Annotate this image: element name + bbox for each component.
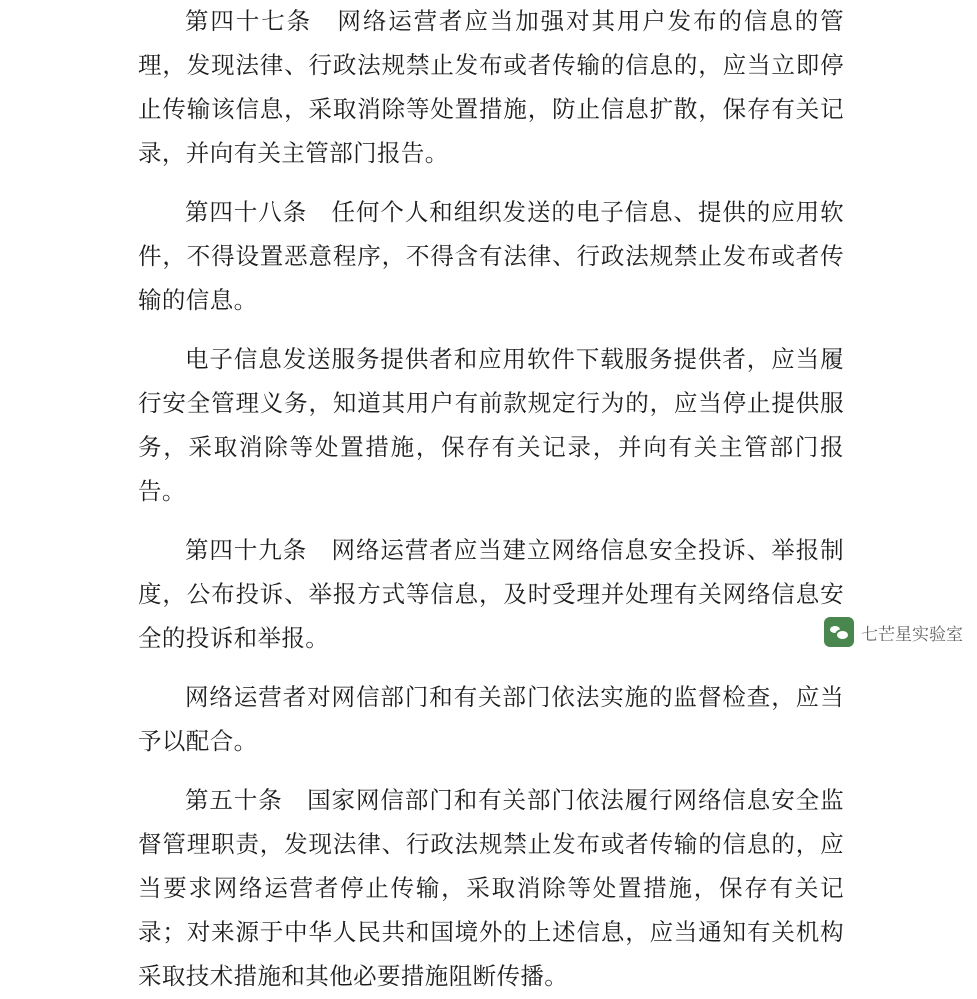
paragraph-article-49-continued: 网络运营者对网信部门和有关部门依法实施的监督检查，应当予以配合。	[138, 685, 844, 755]
star-leaf-logo-icon	[824, 617, 854, 647]
paragraph-article-49: 第四十九条 网络运营者应当建立网络信息安全投诉、举报制度，公布投诉、举报方式等信息，及时受理并处理有关网络信息安全的投诉和举报。	[138, 538, 844, 652]
watermark-label: 七芒星实验室	[861, 624, 963, 644]
paragraph-article-50: 第五十条 国家网信部门和有关部门依法履行网络信息安全监督管理职责，发现法律、行政法规禁止发布或者传输的信息的，应当要求网络运营者停止传输，采取消除等处置措施，保存有关记录；对来源于中华人民共和国境外的上述信息，应当通知有关机构采取技术措施和其他必要措施阻断传播。	[138, 788, 844, 990]
watermark	[824, 617, 963, 647]
paragraph-article-47: 第四十七条 网络运营者应当加强对其用户发布的信息的管理，发现法律、行政法规禁止发布或者传输的信息的，应当立即停止传输该信息，采取消除等处置措施，防止信息扩散，保存有关记录，并向有关主管部门报告。	[138, 9, 844, 167]
document-body	[138, 0, 844, 999]
paragraph-article-48-continued: 电子信息发送服务提供者和应用软件下载服务提供者，应当履行安全管理义务，知道其用户有前款规定行为的，应当停止提供服务，采取消除等处置措施，保存有关记录，并向有关主管部门报告。	[138, 347, 844, 505]
paragraph-article-48: 第四十八条 任何个人和组织发送的电子信息、提供的应用软件，不得设置恶意程序，不得含有法律、行政法规禁止发布或者传输的信息。	[138, 200, 844, 314]
